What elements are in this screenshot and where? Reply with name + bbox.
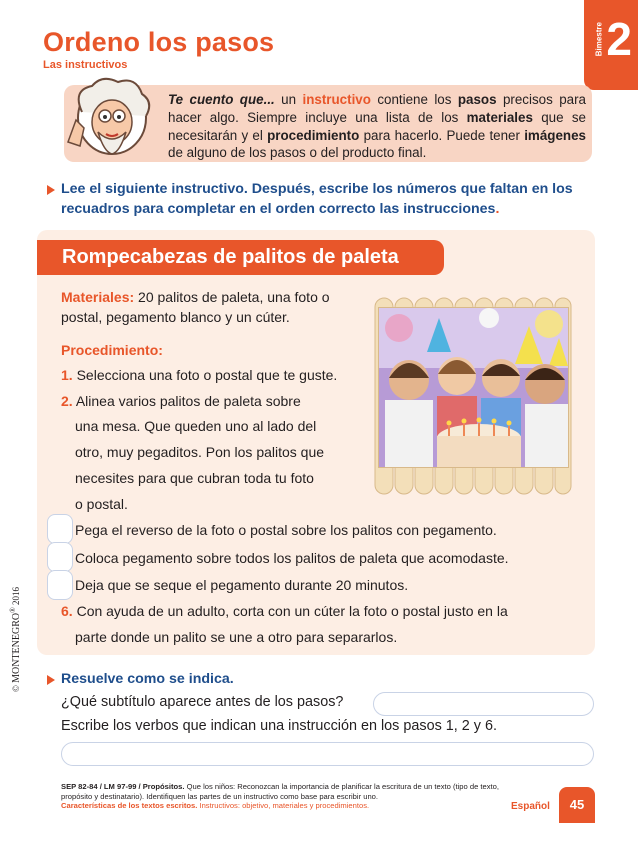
- step-3: Pega el reverso de la foto o postal sobre los palitos con pegamento.: [75, 522, 497, 538]
- question-2: Escribe los verbos que indican una instrucción en los pasos 1, 2 y 6.: [61, 718, 497, 734]
- instruction-text: Lee el siguiente instructivo. Después, escribe los números que faltan en los recuadros para completar en el orden correcto las instrucciones: [61, 181, 573, 217]
- step-number: 1.: [61, 367, 73, 383]
- footer-purpose: Que los niños: Reconozcan la importancia de planificar la escritura de un texto (tipo de texto, propósito y destinatario). Identifiquen las partes de un instructivo como base para escribir uno.: [61, 782, 499, 801]
- tip-text: [168, 91, 586, 162]
- page-subtitle: Las instructivos: [43, 59, 128, 71]
- footer-notes: [61, 782, 511, 811]
- step-text: Con ayuda de un adulto, corta con un cúter la foto o postal justo en la: [76, 603, 508, 619]
- page-title: Ordeno los pasos: [43, 27, 275, 57]
- tip-segment: contiene los: [370, 92, 458, 107]
- copyright-year: 2016: [11, 586, 21, 605]
- instruction-solve: Resuelve como se indica.: [61, 671, 234, 687]
- registered-mark: ®: [8, 607, 17, 613]
- tip-keyword: imágenes: [524, 127, 586, 143]
- step-4: Coloca pegamento sobre todos los palitos de paleta que acomodaste.: [75, 550, 509, 566]
- birthday-photo: [378, 307, 569, 468]
- procedure-label: Procedimiento:: [61, 342, 163, 358]
- arrow-right-icon: [47, 185, 55, 195]
- step-number-input[interactable]: [47, 570, 73, 600]
- step-6: [61, 601, 508, 621]
- copyright-brand: MONTENEGRO: [11, 612, 22, 683]
- materials: [61, 287, 371, 327]
- footer-topic: Características de los textos escritos.: [61, 801, 198, 811]
- step-number-input[interactable]: [47, 514, 73, 544]
- tip-segment: un: [274, 92, 303, 107]
- instruction-read: [61, 179, 591, 219]
- step-number-input[interactable]: [47, 542, 73, 572]
- activity-title: Rompecabezas de palitos de paleta: [62, 246, 399, 268]
- step-text: Alinea varios palitos de paleta sobre: [75, 393, 301, 409]
- step-6-line: parte donde un palito se une a otro para separarlos.: [75, 629, 398, 645]
- step-2-line: otro, muy pegaditos. Pon los palitos que: [75, 444, 325, 460]
- step-2-line: o postal.: [75, 496, 128, 512]
- tip-keyword: pasos: [457, 92, 497, 107]
- footer-reference: SEP 82-84 / LM 97-99 / Propósitos.: [61, 782, 185, 791]
- page-number: 45: [569, 797, 585, 812]
- step-text: Selecciona una foto o postal que te guste.: [76, 367, 338, 383]
- answer-2-field[interactable]: [61, 742, 594, 766]
- subject-label: Español: [511, 801, 550, 812]
- materials-text: 20 palitos de paleta, una foto o postal, pegamento blanco y un cúter.: [61, 289, 330, 325]
- step-2-line: necesites para que cubran toda tu foto: [75, 470, 314, 486]
- instruction-period: .: [495, 201, 500, 217]
- bimestre-number: 2: [606, 13, 632, 65]
- tip-segment: que se necesitarán y el: [168, 109, 586, 143]
- copyright-symbol: ©: [11, 685, 21, 692]
- step-2-line: una mesa. Que queden uno al lado del: [75, 418, 317, 434]
- materials-label: Materiales:: [61, 289, 135, 305]
- answer-1-field[interactable]: [373, 692, 594, 716]
- step-5: Deja que se seque el pegamento durante 20 minutos.: [75, 577, 409, 593]
- tip-lead: Te cuento que...: [168, 92, 275, 107]
- tip-keyword: instructivo: [302, 92, 371, 107]
- step-number: 2.: [61, 393, 73, 409]
- tip-segment: para hacerlo. Puede tener: [359, 127, 525, 143]
- bimestre-label: Bimestre: [594, 22, 603, 57]
- mascot-illustration: [62, 72, 162, 164]
- step-number: 6.: [61, 603, 73, 619]
- arrow-right-icon: [47, 675, 55, 685]
- tip-keyword: procedimiento: [267, 127, 360, 143]
- tip-segment: de alguno de los pasos o del producto final.: [168, 145, 427, 161]
- tip-keyword: materiales: [466, 109, 533, 125]
- step-1: [61, 365, 337, 385]
- footer-topic-detail: Instructivos: objetivo, materiales y procedimientos.: [197, 801, 370, 811]
- question-1: ¿Qué subtítulo aparece antes de los pasos?: [61, 694, 344, 710]
- step-2: [61, 391, 301, 411]
- tip-segment: precisos para hacer algo. Siempre incluye una lista de los: [168, 92, 586, 125]
- copyright-notice: [8, 587, 22, 692]
